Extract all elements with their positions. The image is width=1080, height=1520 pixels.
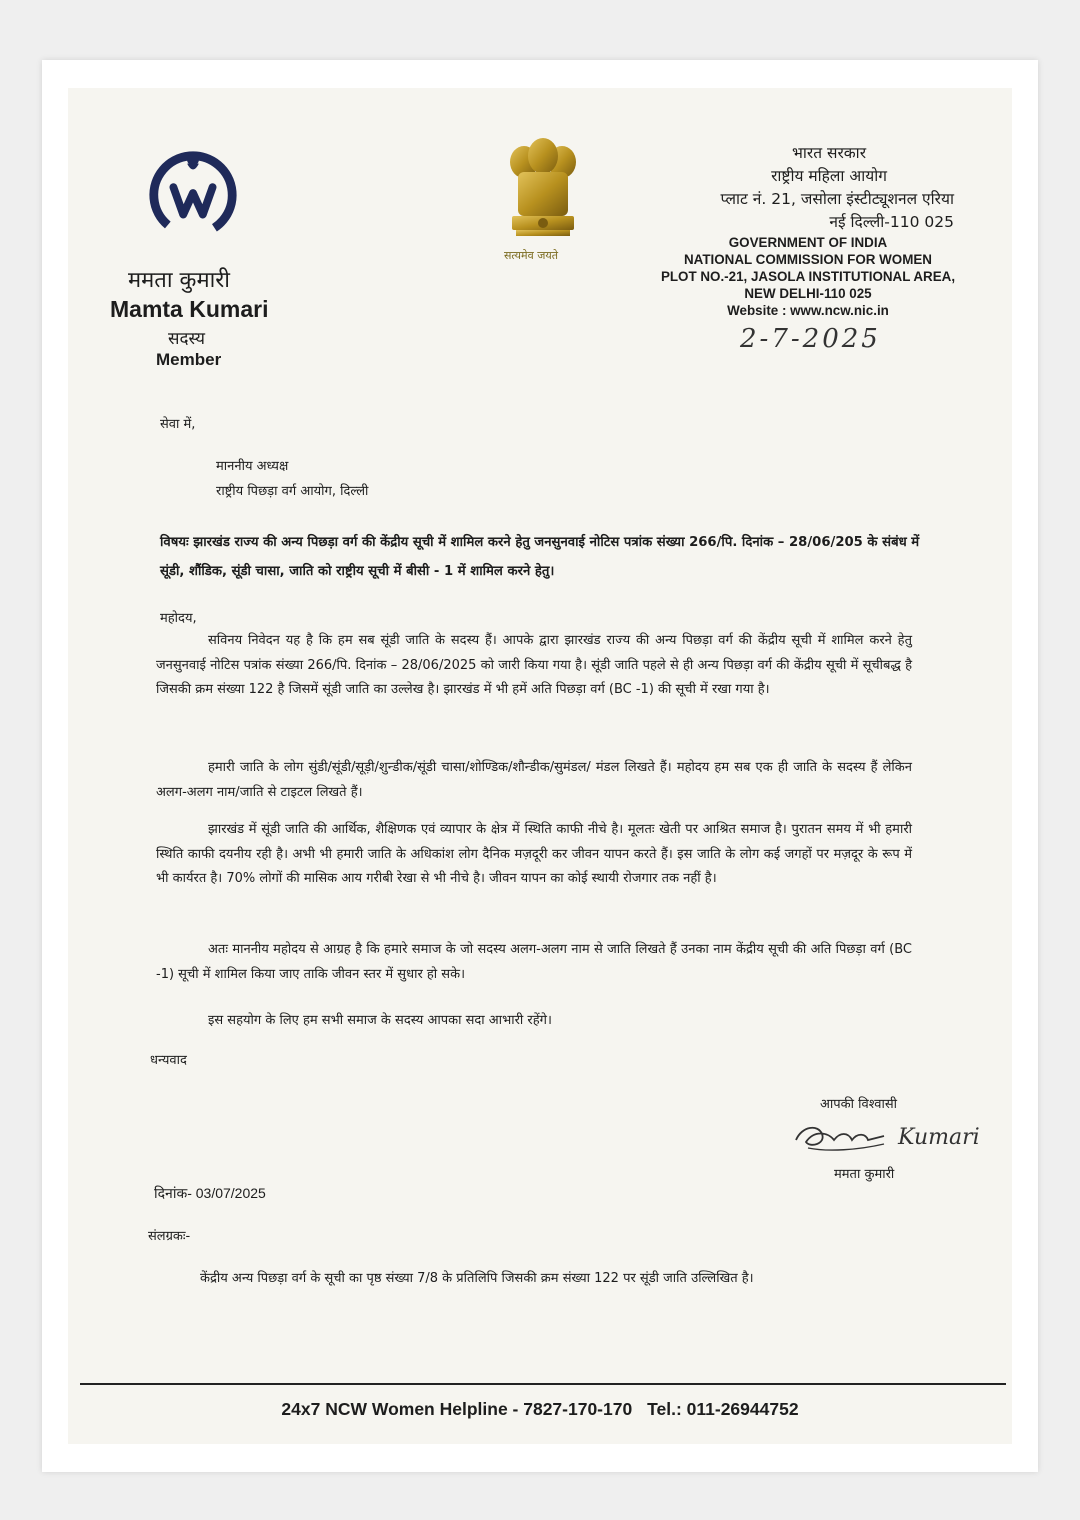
member-role-english: Member	[156, 350, 222, 369]
letter-page	[68, 88, 1012, 1444]
address-hindi	[574, 142, 954, 234]
ncw-logo-icon	[144, 146, 242, 244]
thanks: धन्यवाद	[150, 1053, 187, 1068]
body-paragraph: इस सहयोग के लिए हम सभी समाज के सदस्य आपका सदा आभारी रहेंगे।	[208, 1013, 552, 1028]
body-paragraph: सविनय निवेदन यह है कि हम सब सूंडी जाति के सदस्य हैं। आपके द्वारा झारखंड राज्य की अन्य पिछड़ा वर्ग की केंद्रीय सूची में शामिल करने हेतु जनसुनवाई नोटिस पत्रांक संख्या 266/पि. दिनांक – 28/06/2025 को जारी किया गया है। सूंडी जाति पहले से ही अन्य पिछड़ा वर्ग की केंद्रीय सूची में सूचीबद्ध है जिसकी क्रम संख्या 122 है जिसमें सूंडी जाति का उल्लेख है। झारखंड में भी हमें अति पिछड़ा वर्ग (BC -1) की सूची में रखा गया है।	[156, 633, 912, 697]
body-paragraph: झारखंड में सूंडी जाति की आर्थिक, शैक्षिणक एवं व्यापार के क्षेत्र में स्थिति काफी नीचे है। मूलतः खेती पर आश्रित समाज है। पुरातन समय में भी हमारी स्थिति काफी दयनीय रही है। अभी भी हमारी जाति के अधिकांश लोग दैनिक मज़दूरी कर जीवन यापन करते हैं। इस जाति के लोग कई जगहों पर मज़दूर के रूप में भी कार्यरत है। 70% लोगों की मासिक आय गरीबी रेखा से भी नीचे है। जीवन यापन का कोई स्थायी रोजगार तक नहीं है।	[156, 822, 912, 886]
salutation: सेवा में,	[160, 417, 196, 432]
address-english-line: GOVERNMENT OF INDIA	[728, 235, 888, 250]
enclosure-text: केंद्रीय अन्य पिछड़ा वर्ग के सूची का पृष्ठ संख्या 7/8 के प्रतिलिपि जिसकी क्रम संख्या 122 पर सूंडी जाति उल्लिखित है।	[200, 1271, 754, 1286]
address-english-line: NATIONAL COMMISSION FOR WOMEN	[684, 252, 932, 267]
letter-date: दिनांक- 03/07/2025	[154, 1185, 266, 1201]
signature-icon	[788, 1118, 998, 1158]
enclosure-label: संलग्रकः-	[148, 1229, 191, 1244]
member-name-hindi: ममता कुमारी	[128, 268, 230, 293]
address-hindi-line: नई दिल्ली-110 025	[829, 213, 954, 231]
website: Website : www.ncw.nic.in	[727, 303, 889, 318]
address-hindi-line: राष्ट्रीय महिला आयोग	[771, 167, 887, 185]
address-hindi-line: भारत सरकार	[791, 144, 867, 162]
emblem-motto: सत्यमेव जयते	[504, 249, 559, 262]
handwritten-date: 2-7-2025	[740, 324, 881, 354]
recipient-title: माननीय अध्यक्ष	[216, 459, 289, 474]
signer-name: ममता कुमारी	[834, 1167, 895, 1182]
address-english-line: NEW DELHI-110 025	[744, 286, 872, 301]
member-name-english: Mamta Kumari	[110, 296, 269, 322]
subject-line: विषयः झारखंड राज्य की अन्य पिछड़ा वर्ग की केंद्रीय सूची में शामिल करने हेतु जनसुनवाई नोटिस पत्रांक संख्या 266/पि. दिनांक – 28/06/205 के संबंध में सूंडी, शौंडिक, सूंडी चासा, जाति को राष्ट्रीय सूची में बीसी - 1 में शामिल करने हेतु।	[160, 535, 920, 579]
footer-divider	[80, 1383, 1006, 1385]
telephone-text: Tel.: 011-26944752	[647, 1399, 799, 1419]
body-paragraph: अतः माननीय महोदय से आग्रह है कि हमारे समाज के जो सदस्य अलग-अलग नाम से जाति लिखते हैं उनका नाम केंद्रीय सूची की अति पिछड़ा वर्ग (BC -1) सूची में शामिल किया जाए ताकि जीवन स्तर में सुधार हो सके।	[156, 942, 912, 982]
address-english	[628, 234, 988, 319]
closing: आपकी विश्वासी	[820, 1097, 898, 1112]
svg-text:Kumari: Kumari	[898, 1125, 980, 1150]
recipient-org: राष्ट्रीय पिछड़ा वर्ग आयोग, दिल्ली	[216, 484, 369, 499]
member-role-hindi: सदस्य	[168, 329, 205, 349]
helpline-text: 24x7 NCW Women Helpline - 7827-170-170	[281, 1399, 633, 1419]
address-hindi-line: प्लाट नं. 21, जसोला इंस्टीट्यूशनल एरिया	[720, 190, 954, 208]
body-paragraph: हमारी जाति के लोग सुंडी/सूंडी/सूड़ी/शुन्डीक/सूंडी चासा/शोण्डिक/शौन्डीक/सुमंडल/ मंडल लिखते हैं। महोदय हम सब एक ही जाति के सदस्य हैं लेकिन अलग-अलग नाम/जाति से टाइटल लिखते हैं।	[156, 760, 912, 800]
recipient-block	[216, 454, 368, 504]
greeting: महोदय,	[160, 611, 197, 626]
footer	[68, 1399, 1012, 1420]
address-english-line: PLOT NO.-21, JASOLA INSTITUTIONAL AREA,	[660, 269, 956, 284]
